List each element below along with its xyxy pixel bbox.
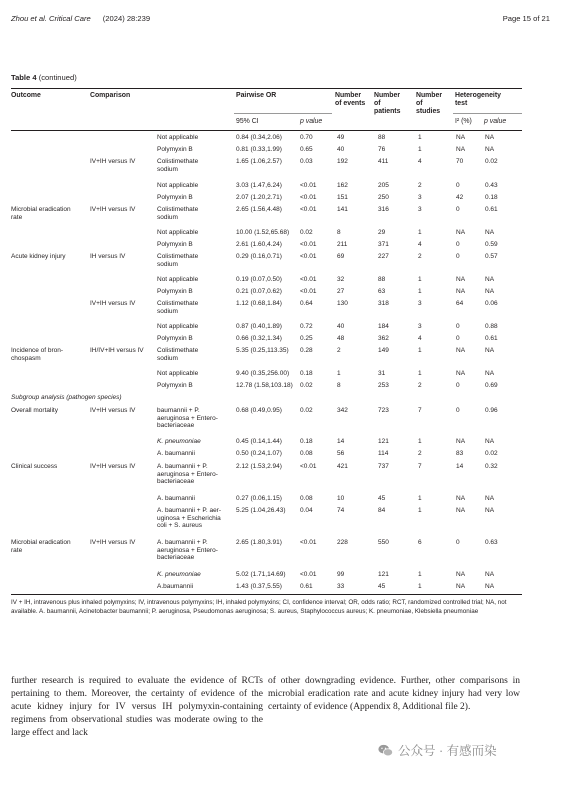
header-patients: Number of patients: [374, 92, 401, 115]
cell-patients: 114: [378, 450, 389, 457]
cell-ci: 10.00 (1.52,65.68): [236, 229, 290, 236]
cell-patients: 45: [378, 495, 386, 502]
page-number: Page 15 of 21: [502, 14, 550, 23]
cell-comparison: IH versus IV: [90, 253, 126, 260]
cell-ci: 9.40 (0.35,256.00): [236, 370, 290, 377]
cell-events: 1: [337, 370, 341, 377]
cell-studies: 1: [418, 288, 422, 295]
cell-subgroup: K. pneumoniae: [157, 438, 201, 445]
cell-hetero-p: 0.06: [485, 300, 498, 307]
cell-comparison: IV+IH versus IV: [90, 463, 136, 470]
cell-i2: 0: [456, 206, 460, 213]
cell-patients: 76: [378, 146, 386, 153]
cell-patients: 84: [378, 507, 386, 514]
cell-ci: 2.65 (1.56,4.48): [236, 206, 282, 213]
cell-events: 8: [337, 229, 341, 236]
table-continued: (continued): [38, 73, 77, 82]
cell-pvalue: <0.01: [300, 194, 317, 201]
watermark-text: 公众号 · 有感而染: [398, 744, 497, 758]
header-95ci: 95% CI: [236, 118, 259, 125]
cell-i2: NA: [456, 276, 466, 283]
cell-ci: 12.78 (1.58,103.18): [236, 382, 293, 389]
cell-studies: 1: [418, 347, 422, 354]
header-heterogeneity: Heterogeneity test: [455, 92, 501, 107]
cell-subgroup: Not applicable: [157, 182, 199, 189]
table-label: Table 4: [11, 73, 37, 82]
cell-pvalue: <0.01: [300, 463, 317, 470]
cell-studies: 3: [418, 300, 422, 307]
cell-subgroup: Colistimethate sodium: [157, 158, 199, 173]
subgroup-section-label: Subgroup analysis (pathogen species): [11, 394, 122, 401]
cell-comparison: IV+IH versus IV: [90, 158, 136, 165]
cell-subgroup: Polymyxin B: [157, 241, 193, 248]
cell-comparison: IH/IV+IH versus IV: [90, 347, 144, 354]
cell-subgroup: Polymyxin B: [157, 146, 193, 153]
cell-i2: 14: [456, 463, 464, 470]
cell-hetero-p: NA: [485, 495, 495, 502]
cell-hetero-p: NA: [485, 134, 495, 141]
cell-events: 99: [337, 571, 345, 578]
cell-i2: 42: [456, 194, 464, 201]
cell-subgroup: A.baumannii: [157, 583, 194, 590]
cell-patients: 31: [378, 370, 386, 377]
cell-pvalue: 0.08: [300, 450, 313, 457]
cell-hetero-p: 0.18: [485, 194, 498, 201]
cell-subgroup: Polymyxin B: [157, 288, 193, 295]
cell-hetero-p: 0.43: [485, 182, 498, 189]
cell-pvalue: 0.02: [300, 407, 313, 414]
cell-outcome: Clinical success: [11, 463, 58, 470]
cell-ci: 0.27 (0.06,1.15): [236, 495, 282, 502]
cell-patients: 88: [378, 276, 386, 283]
cell-events: 10: [337, 495, 345, 502]
cell-i2: NA: [456, 583, 466, 590]
cell-studies: 1: [418, 571, 422, 578]
cell-patients: 149: [378, 347, 389, 354]
cell-events: 342: [337, 407, 348, 414]
cell-studies: 2: [418, 182, 422, 189]
cell-events: 2: [337, 347, 341, 354]
cell-i2: NA: [456, 438, 466, 445]
cell-hetero-p: NA: [485, 276, 495, 283]
pairwise-subrule: [234, 113, 332, 114]
cell-studies: 2: [418, 382, 422, 389]
cell-pvalue: 0.02: [300, 382, 313, 389]
hetero-subrule: [453, 113, 522, 114]
cell-studies: 3: [418, 194, 422, 201]
cell-ci: 2.61 (1.60,4.24): [236, 241, 282, 248]
cell-ci: 5.02 (1.71,14.69): [236, 571, 286, 578]
cell-hetero-p: 0.96: [485, 407, 498, 414]
cell-ci: 1.43 (0.37,5.55): [236, 583, 282, 590]
cell-pvalue: 0.08: [300, 495, 313, 502]
cell-ci: 0.87 (0.40,1.89): [236, 323, 282, 330]
cell-subgroup: Not applicable: [157, 134, 199, 141]
cell-ci: 0.29 (0.16,0.71): [236, 253, 282, 260]
cell-hetero-p: NA: [485, 583, 495, 590]
cell-outcome: Acute kidney injury: [11, 253, 66, 260]
cell-events: 141: [337, 206, 348, 213]
cell-hetero-p: 0.02: [485, 158, 498, 165]
body-text-column-2: of other downgrading evidence. Further, other comparisons in microbial eradication rate and acute kidney injury had very low certainty of evidence (Appendix 8, Additional file 2).: [268, 676, 520, 712]
header-pairwise-or: Pairwise OR: [236, 92, 277, 99]
cell-patients: 737: [378, 463, 389, 470]
cell-i2: NA: [456, 370, 466, 377]
cell-studies: 1: [418, 146, 422, 153]
cell-subgroup: Polymyxin B: [157, 382, 193, 389]
cell-outcome: Microbial eradication rate: [11, 539, 71, 554]
cell-pvalue: <0.01: [300, 253, 317, 260]
cell-patients: 227: [378, 253, 389, 260]
cell-pvalue: 0.18: [300, 370, 313, 377]
cell-i2: NA: [456, 146, 466, 153]
cell-ci: 0.84 (0.34,2.06): [236, 134, 282, 141]
wechat-icon: [377, 742, 394, 759]
cell-comparison: IV+IH versus IV: [90, 206, 136, 213]
cell-events: 8: [337, 382, 341, 389]
cell-studies: 4: [418, 241, 422, 248]
cell-patients: 253: [378, 382, 389, 389]
cell-ci: 0.21 (0.07,0.62): [236, 288, 282, 295]
header-events: Number of events: [335, 92, 366, 107]
cell-i2: 0: [456, 407, 460, 414]
cell-pvalue: <0.01: [300, 241, 317, 248]
cell-subgroup: Not applicable: [157, 229, 199, 236]
cell-patients: 184: [378, 323, 389, 330]
cell-patients: 205: [378, 182, 389, 189]
cell-outcome: Overall mortality: [11, 407, 58, 414]
cell-subgroup: A. baumannii + P. aer- uginosa + Escherichia coli + S. aureus: [157, 507, 222, 530]
cell-subgroup: Colistimethate sodium: [157, 206, 199, 221]
cell-events: 228: [337, 539, 348, 546]
cell-events: 40: [337, 146, 345, 153]
cell-hetero-p: 0.61: [485, 335, 498, 342]
cell-ci: 0.45 (0.14,1.44): [236, 438, 282, 445]
table-caption: [11, 73, 77, 82]
cell-i2: NA: [456, 571, 466, 578]
cell-i2: NA: [456, 134, 466, 141]
cell-ci: 0.19 (0.07,0.50): [236, 276, 282, 283]
cell-hetero-p: 0.63: [485, 539, 498, 546]
cell-i2: 70: [456, 158, 464, 165]
cell-events: 130: [337, 300, 348, 307]
cell-patients: 550: [378, 539, 389, 546]
cell-pvalue: 0.02: [300, 229, 313, 236]
cell-hetero-p: NA: [485, 347, 495, 354]
cell-ci: 1.12 (0.68,1.84): [236, 300, 282, 307]
cell-patients: 362: [378, 335, 389, 342]
cell-events: 211: [337, 241, 348, 248]
cell-events: 56: [337, 450, 345, 457]
cell-subgroup: Polymyxin B: [157, 335, 193, 342]
cell-hetero-p: 0.69: [485, 382, 498, 389]
cell-pvalue: 0.25: [300, 335, 313, 342]
cell-patients: 121: [378, 571, 389, 578]
cell-studies: 1: [418, 370, 422, 377]
cell-hetero-p: NA: [485, 571, 495, 578]
cell-ci: 0.66 (0.32,1.34): [236, 335, 282, 342]
cell-studies: 3: [418, 206, 422, 213]
journal-name: Zhou et al. Critical Care: [11, 14, 91, 23]
cell-studies: 1: [418, 438, 422, 445]
header-comparison: Comparison: [90, 92, 131, 99]
cell-subgroup: Not applicable: [157, 276, 199, 283]
cell-pvalue: 0.70: [300, 134, 313, 141]
year-ref: (2024) 28:239: [102, 14, 151, 23]
cell-events: 27: [337, 288, 345, 295]
cell-patients: 411: [378, 158, 389, 165]
cell-studies: 1: [418, 134, 422, 141]
cell-patients: 250: [378, 194, 389, 201]
cell-hetero-p: 0.57: [485, 253, 498, 260]
cell-studies: 3: [418, 323, 422, 330]
cell-events: 48: [337, 335, 345, 342]
cell-subgroup: baumannii + P. aeruginosa + Entero- bacteriaceae: [157, 407, 218, 430]
cell-hetero-p: NA: [485, 229, 495, 236]
cell-events: 14: [337, 438, 345, 445]
cell-events: 151: [337, 194, 348, 201]
cell-subgroup: Polymyxin B: [157, 194, 193, 201]
cell-patients: 723: [378, 407, 389, 414]
cell-studies: 6: [418, 539, 422, 546]
cell-events: 74: [337, 507, 345, 514]
cell-events: 192: [337, 158, 348, 165]
cell-studies: 1: [418, 507, 422, 514]
cell-patients: 45: [378, 583, 386, 590]
cell-i2: 0: [456, 539, 460, 546]
cell-subgroup: A. baumannii + P. aeruginosa + Entero- bacteriaceae: [157, 539, 218, 562]
cell-i2: 64: [456, 300, 464, 307]
cell-pvalue: <0.01: [300, 276, 317, 283]
cell-i2: NA: [456, 495, 466, 502]
cell-subgroup: A. baumannii: [157, 495, 195, 502]
cell-pvalue: 0.72: [300, 323, 313, 330]
cell-subgroup: Not applicable: [157, 370, 199, 377]
cell-hetero-p: NA: [485, 438, 495, 445]
cell-pvalue: 0.04: [300, 507, 313, 514]
cell-events: 162: [337, 182, 348, 189]
cell-comparison: IV+IH versus IV: [90, 407, 136, 414]
cell-ci: 5.25 (1.04,26.43): [236, 507, 286, 514]
cell-ci: 2.07 (1.20,2.71): [236, 194, 282, 201]
cell-events: 40: [337, 323, 345, 330]
cell-ci: 3.03 (1.47,6.24): [236, 182, 282, 189]
cell-pvalue: 0.28: [300, 347, 313, 354]
cell-studies: 2: [418, 253, 422, 260]
cell-i2: NA: [456, 288, 466, 295]
cell-i2: 0: [456, 335, 460, 342]
table-footnote: IV + IH, intravenous plus inhaled polymyxins; IV, intravenous polymyxins; IH, inhaled polymyxins; CI, confidence interval; OR, odds ratio; RCT, randomized controlled trial; NA, not available. A. baumannii, Acinetobacter baumannii; P. aeruginosa, Pseudomonas aeruginosa; S. aureus, Staphylococcus aureus; K. pneumoniae, Klebsiella pneumoniae: [11, 599, 507, 615]
cell-ci: 1.65 (1.06,2.57): [236, 158, 282, 165]
cell-events: 49: [337, 134, 345, 141]
header-outcome: Outcome: [11, 92, 41, 99]
cell-ci: 0.81 (0.33,1.99): [236, 146, 282, 153]
cell-hetero-p: NA: [485, 288, 495, 295]
cell-pvalue: 0.03: [300, 158, 313, 165]
cell-subgroup: A. baumannii + P. aeruginosa + Entero- bacteriaceae: [157, 463, 218, 486]
cell-patients: 29: [378, 229, 386, 236]
cell-i2: 0: [456, 241, 460, 248]
cell-patients: 371: [378, 241, 389, 248]
cell-i2: NA: [456, 347, 466, 354]
cell-studies: 4: [418, 158, 422, 165]
cell-pvalue: 0.65: [300, 146, 313, 153]
cell-i2: 0: [456, 253, 460, 260]
body-text-column-1: further research is required to evaluate the evidence of RCTs pertaining to them. Moreover, the certainty of evidence of the acute kidney injury for IV versus IH polymyxin-containing regimens from observational studies was moderate owing to the large effect and lack: [11, 676, 263, 738]
table-bottom-rule: [11, 594, 522, 595]
cell-ci: 0.50 (0.24,1.07): [236, 450, 282, 457]
cell-subgroup: Colistimethate sodium: [157, 300, 199, 315]
cell-pvalue: <0.01: [300, 206, 317, 213]
cell-studies: 1: [418, 229, 422, 236]
cell-studies: 7: [418, 463, 422, 470]
cell-i2: 0: [456, 323, 460, 330]
cell-pvalue: <0.01: [300, 571, 317, 578]
cell-ci: 0.68 (0.49,0.95): [236, 407, 282, 414]
cell-pvalue: 0.61: [300, 583, 313, 590]
header-bottom-rule: [11, 130, 522, 131]
cell-pvalue: <0.01: [300, 539, 317, 546]
cell-patients: 316: [378, 206, 389, 213]
cell-events: 69: [337, 253, 345, 260]
cell-hetero-p: NA: [485, 146, 495, 153]
cell-events: 421: [337, 463, 348, 470]
cell-ci: 2.12 (1.53,2.94): [236, 463, 282, 470]
header-pvalue: p value: [300, 118, 323, 125]
header-i2: I² (%): [455, 118, 472, 125]
cell-comparison: IV+IH versus IV: [90, 300, 136, 307]
header-pvalue-hetero: p value: [484, 118, 507, 125]
cell-ci: 5.35 (0.25,113.35): [236, 347, 289, 354]
cell-pvalue: <0.01: [300, 288, 317, 295]
cell-patients: 63: [378, 288, 386, 295]
cell-studies: 1: [418, 495, 422, 502]
cell-studies: 2: [418, 450, 422, 457]
cell-hetero-p: 0.88: [485, 323, 498, 330]
cell-studies: 1: [418, 276, 422, 283]
table-top-rule: [11, 88, 522, 89]
cell-i2: 83: [456, 450, 464, 457]
cell-patients: 318: [378, 300, 389, 307]
cell-subgroup: A. baumannii: [157, 450, 195, 457]
cell-subgroup: Not applicable: [157, 323, 199, 330]
cell-ci: 2.65 (1.80,3.91): [236, 539, 282, 546]
cell-i2: NA: [456, 507, 466, 514]
cell-i2: NA: [456, 229, 466, 236]
cell-events: 33: [337, 583, 345, 590]
watermark: [377, 741, 497, 759]
cell-subgroup: K. pneumoniae: [157, 571, 201, 578]
running-header-left: [11, 14, 150, 23]
cell-hetero-p: 0.02: [485, 450, 498, 457]
cell-i2: 0: [456, 382, 460, 389]
cell-pvalue: 0.64: [300, 300, 313, 307]
cell-subgroup: Colistimethate sodium: [157, 347, 199, 362]
cell-hetero-p: 0.61: [485, 206, 498, 213]
cell-comparison: IV+IH versus IV: [90, 539, 136, 546]
cell-hetero-p: NA: [485, 507, 495, 514]
cell-outcome: Incidence of bron- chospasm: [11, 347, 64, 362]
cell-hetero-p: 0.32: [485, 463, 498, 470]
cell-patients: 88: [378, 134, 386, 141]
cell-subgroup: Colistimethate sodium: [157, 253, 199, 268]
cell-outcome: Microbial eradication rate: [11, 206, 71, 221]
cell-studies: 1: [418, 583, 422, 590]
cell-hetero-p: NA: [485, 370, 495, 377]
cell-pvalue: 0.18: [300, 438, 313, 445]
cell-patients: 121: [378, 438, 389, 445]
cell-i2: 0: [456, 182, 460, 189]
cell-events: 32: [337, 276, 345, 283]
cell-studies: 7: [418, 407, 422, 414]
header-studies: Number of studies: [416, 92, 443, 115]
cell-pvalue: <0.01: [300, 182, 317, 189]
cell-studies: 4: [418, 335, 422, 342]
cell-hetero-p: 0.59: [485, 241, 498, 248]
